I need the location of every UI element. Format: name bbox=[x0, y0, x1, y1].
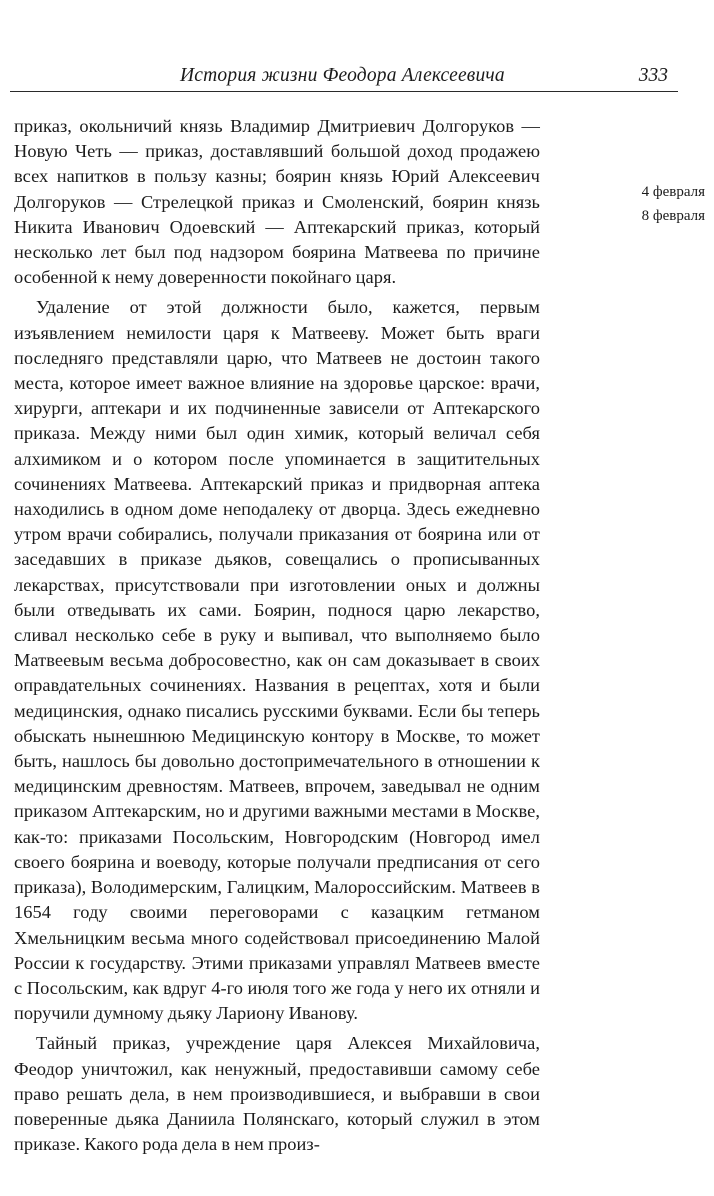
running-head-title: История жизни Феодора Алексеевича bbox=[180, 65, 505, 86]
paragraph: Тайный приказ, учреждение царя Алексея Михайловича, Феодор уничтожил, как ненужный, предоставивши самому себе право решать дела, в нем производившиеся, и выбравши в свои поверенные дьяка Даниила Полянскаго, который служил в этом приказе. Какого рода дела в нем произ- bbox=[14, 1033, 540, 1155]
page-number: 333 bbox=[638, 65, 668, 86]
margin-note-date: 4 февраля bbox=[641, 184, 705, 200]
margin-note-date: 8 февраля bbox=[641, 207, 705, 224]
margin-notes bbox=[595, 181, 705, 228]
paragraph: Удаление от этой должности было, кажется, первым изъявлением немилости царя к Матвееву. Может быть враги последняго представляли царю, что Матвеев не достоин такого места, которое имеет важное влияние на здоровье царское: врачи, хирурги, аптекари и их подчиненные зависели от Аптекарского приказа. Между ними был один химик, который величал себя алхимиком и о котором после упоминается в защитительных сочинениях Матвеева. Аптекарский приказ и придворная аптека находились в одном доме неподалеку от дворца. Здесь ежедневно утром врачи собирались, получали приказания от боярина или от заседавших в приказе дьяков, совещались о прописыванных лекарствах, присутствовали при изготовлении оных и должны были отведывать их сами. Боярин, поднося царю лекарство, сливал несколько себе в руку и выпивал, что выполняемо было Матвеевым весьма добросовестно, как он сам доказывает в своих оправдательных сочинениях. Названия в рецептах, хотя и были медицинския, однако писались русскими буквами. Если бы теперь обыскать нынешнюю Медицинскую контору в Москве, то может быть, нашлось бы довольно достопримечательного в отношении к медицинским древностям. Матвеев, впрочем, заведывал не одним приказом Аптекарским, но и другими важными местами в Москве, как-то: приказами Посольским, Новгородским (Новгород имел своего боярина и воеводу, которые получали предписания от сего приказа), Володимерским, Галицким, Малороссийским. Матвеев в 1654 году своими переговорами с казацким гетманом Хмельницким весьма много содействовал присоединению Малой России к государству. Этими приказами управлял Матвеев вместе с Посольским, как вдруг 4-го июля того же года у него их отняли и поручили думному дьяку Лариону Иванову. bbox=[14, 297, 540, 1024]
body-text bbox=[14, 114, 540, 1162]
paragraph-continued: приказ, окольничий князь Владимир Дмитриевич Долгоруков — Новую Четь — приказ, доставлявший большой доход продажею всех напитков в пользу казны; боярин князь Юрий Алексеевич Долгоруков — Стрелецкой приказ и Смоленский, боярин князь Никита Иванович Одоевский — Аптекарский приказ, который несколько лет был под надзором боярина Матвеева по причине особенной к нему доверенности покойнаго царя. bbox=[14, 116, 540, 288]
running-head bbox=[10, 63, 678, 92]
